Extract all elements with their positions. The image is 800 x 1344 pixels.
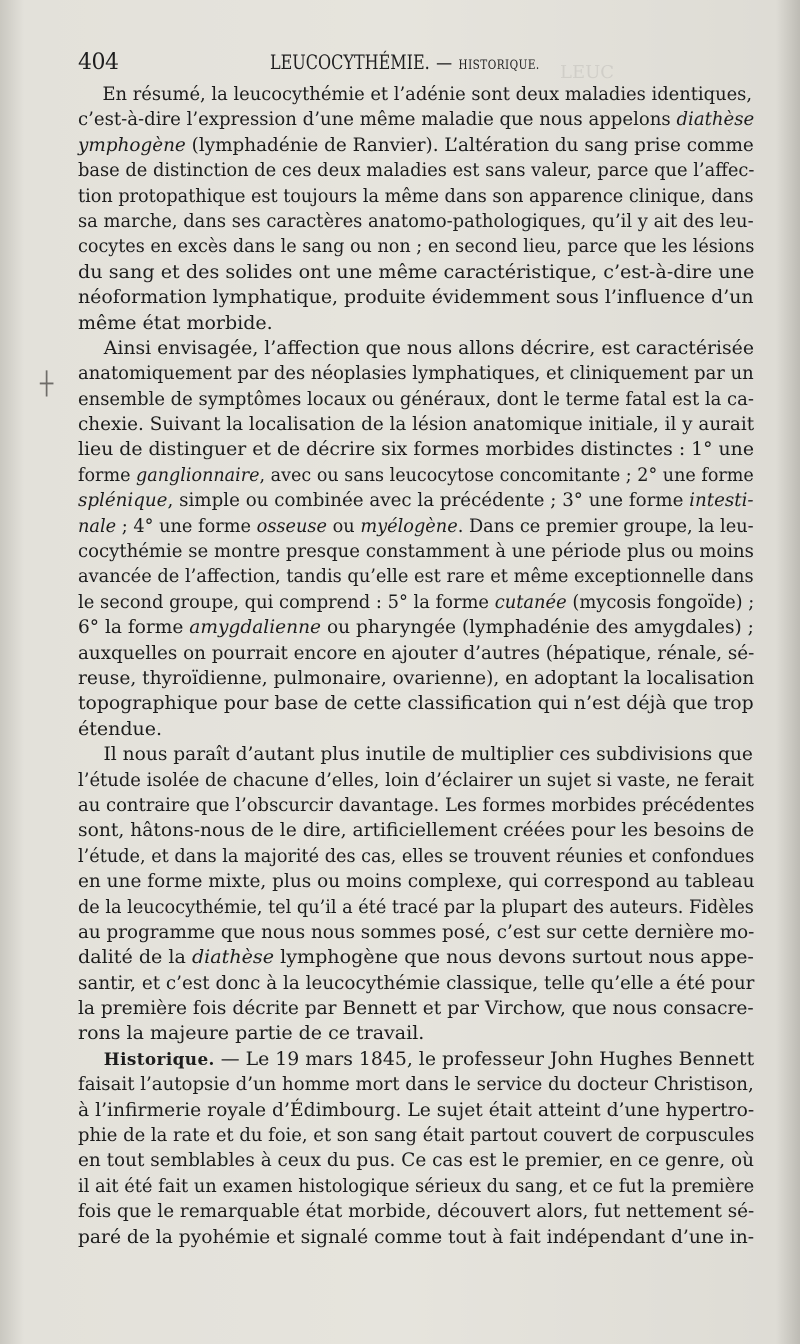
text-line: étendue. [78, 717, 163, 740]
text-line: néoformation lymphatique, produite évidemment sous l’influence d’un [78, 286, 754, 309]
text-line: en tout semblables à ceux du pus. Ce cas est le premier, en ce genre, où [78, 1149, 754, 1172]
text-line: la première fois décrite par Bennett et par Virchow, que nous consacre- [78, 997, 754, 1020]
italic-term: nale [78, 514, 117, 537]
text-line: anatomiquement par des néoplasies lymphatiques, et cliniquement par un [78, 362, 754, 385]
italic-term: ymphogène [78, 133, 186, 156]
italic-term: intesti- [689, 489, 754, 512]
text-line: au contraire que l’obscurcir davantage. Les formes morbides précédentes [78, 793, 755, 816]
section-heading: Historique. [103, 1049, 215, 1070]
text-line: base de distinction de ces deux maladies est sans valeur, parce que l’affec- [78, 159, 755, 182]
italic-term: ganglionnaire [136, 463, 260, 486]
text-line: rons la majeure partie de ce travail. [78, 1022, 425, 1045]
text-line: santir, et c’est donc à la leucocythémie classique, telle qu’elle a été pour [78, 971, 755, 994]
text-line: cocytes en excès dans le sang ou non ; en second lieu, parce que les lésions [78, 235, 755, 258]
text-line: auxquelles on pourrait encore en ajouter d’autres (hépatique, rénale, sé- [78, 641, 755, 664]
text-line: lieu de distinguer et de décrire six formes morbides distinctes : 1° une [78, 438, 754, 461]
running-title-main: LEUCOCYTHÉMIE. [270, 50, 430, 74]
text-line: Il nous paraît d’autant plus inutile de multiplier ces subdivisions que [103, 743, 753, 766]
text-line: à l’infirmerie royale d’Édimbourg. Le sujet était atteint d’une hypertro- [78, 1098, 755, 1121]
text-line: topographique pour base de cette classification qui n’est déjà que trop [78, 692, 754, 715]
running-header [78, 50, 754, 78]
text-line: paré de la pyohémie et signalé comme tout à fait indépendant d’une in- [78, 1225, 755, 1248]
margin-pencil-mark: ┼ [40, 372, 54, 397]
text-line: forme ganglionnaire, avec ou sans leucocytose concomitante ; 2° une forme [78, 463, 754, 486]
italic-term: amygdalienne [189, 616, 322, 639]
text-line: avancée de l’affection, tandis qu’elle est rare et même exceptionnelle dans [78, 565, 754, 588]
text-line: nale ; 4° une forme osseuse ou myélogène. Dans ce premier groupe, la leu- [78, 514, 754, 537]
show-through-text: LEUC [560, 62, 615, 83]
page-number: 404 [78, 50, 119, 75]
text-line: ensemble de symptômes locaux ou généraux, dont le terme fatal est la ca- [78, 387, 754, 410]
text-line: splénique, simple ou combinée avec la précédente ; 3° une forme intesti- [78, 489, 754, 512]
text-line: tion protopathique est toujours la même dans son apparence clinique, dans [78, 184, 754, 207]
italic-term: osseuse [256, 514, 327, 537]
text-line: chexie. Suivant la localisation de la lésion anatomique initiale, il y aurait [78, 413, 755, 436]
text-line: Ainsi envisagée, l’affection que nous allons décrire, est caractérisée [103, 336, 754, 359]
text-line: 6° la forme amygdalienne ou pharyngée (lymphadénie des amygdales) ; [78, 616, 754, 639]
text-line: reuse, thyroïdienne, pulmonaire, ovarienne), en adoptant la localisation [78, 666, 755, 689]
text-line: du sang et des solides ont une même caractéristique, c’est-à-dire une [78, 260, 755, 283]
running-title-separator: — [436, 50, 453, 74]
text-line: c’est-à-dire l’expression d’une même maladie que nous appelons diathèse [78, 108, 755, 131]
text-line: ymphogène (lymphadénie de Ranvier). L’altération du sang prise comme [78, 133, 754, 156]
italic-term: splénique [78, 489, 168, 512]
text-line: en une forme mixte, plus ou moins complexe, qui correspond au tableau [78, 870, 755, 893]
body-text [78, 82, 754, 1250]
running-title-sub: HISTORIQUE. [458, 58, 540, 73]
italic-term: myélogène [360, 514, 458, 537]
text-line: l’étude, et dans la majorité des cas, elles se trouvent réunies et confondues [78, 844, 755, 867]
text-line: phie de la rate et du foie, et son sang était partout couvert de corpuscules [78, 1124, 755, 1147]
text-line: fois que le remarquable état morbide, découvert alors, fut nettement sé- [78, 1200, 755, 1223]
text-line: l’étude isolée de chacune d’elles, loin d’éclairer un sujet si vaste, ne ferait [78, 768, 755, 791]
italic-term: cutanée [494, 590, 567, 613]
text-line: même état morbide. [78, 311, 273, 334]
text-line: dalité de la diathèse lymphogène que nous devons surtout nous appe- [78, 946, 754, 969]
italic-term: diathèse [676, 108, 755, 131]
running-title [270, 50, 540, 74]
text-line: En résumé, la leucocythémie et l’adénie sont deux maladies identiques, [102, 83, 753, 105]
text-line: il ait été fait un examen histologique sérieux du sang, et ce fut la première [78, 1174, 755, 1197]
text-line: au programme que nous nous sommes posé, c’est sur cette dernière mo- [78, 920, 755, 943]
text-line: sont, hâtons-nous de le dire, artificiellement créées pour les besoins de [78, 819, 755, 842]
text-line: sa marche, dans ses caractères anatomo-pathologiques, qu’il y ait des leu- [78, 209, 754, 232]
text-line: de la leucocythémie, tel qu’il a été tracé par la plupart des auteurs. Fidèles [78, 895, 754, 918]
text-line: le second groupe, qui comprend : 5° la forme cutanée (mycosis fongoïde) ; [78, 590, 755, 613]
text-line: faisait l’autopsie d’un homme mort dans le service du docteur Christison, [78, 1073, 754, 1096]
italic-term: diathèse [191, 946, 275, 969]
text-line: cocythémie se montre presque constamment à une période plus ou moins [78, 540, 754, 563]
text-line: Historique. — Le 19 mars 1845, le professeur John Hughes Bennett [103, 1047, 755, 1070]
